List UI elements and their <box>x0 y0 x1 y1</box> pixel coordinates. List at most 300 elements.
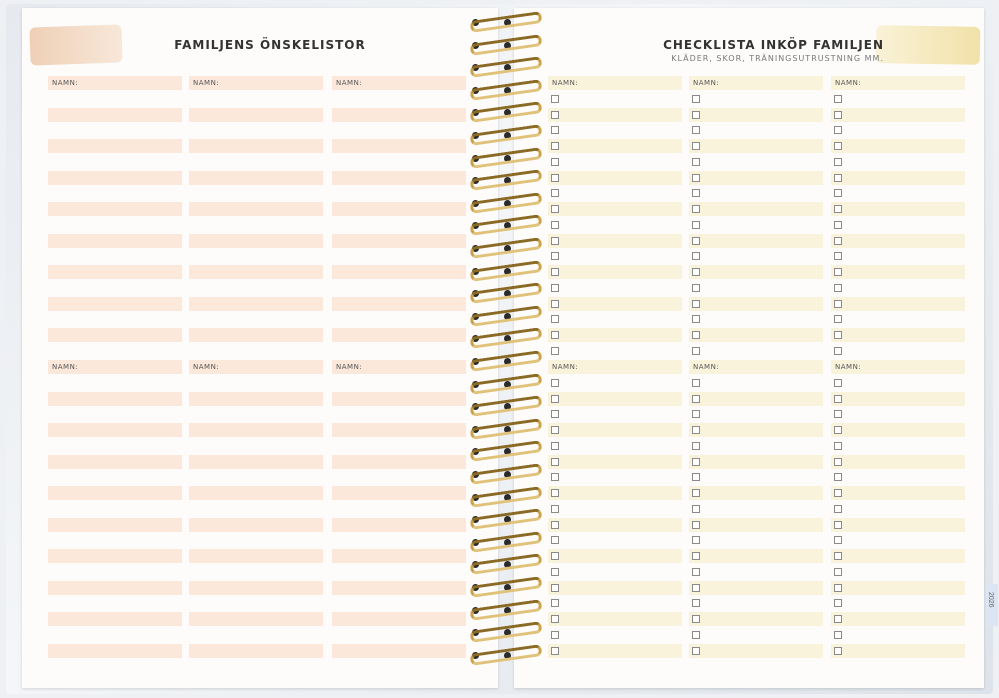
checklist-item[interactable] <box>548 123 682 137</box>
checkbox[interactable] <box>834 237 842 245</box>
checklist-item[interactable] <box>831 596 965 610</box>
checklist-item[interactable] <box>831 470 965 484</box>
checklist-item[interactable] <box>689 439 823 453</box>
spiral-ring <box>468 308 546 324</box>
checklist-item[interactable] <box>548 455 682 469</box>
checkbox[interactable] <box>834 205 842 213</box>
checkbox[interactable] <box>551 599 559 607</box>
right-page <box>514 8 984 688</box>
checkbox[interactable] <box>834 189 842 197</box>
wish-line[interactable] <box>48 297 182 311</box>
wish-line[interactable] <box>332 297 466 311</box>
checklist-item[interactable] <box>831 407 965 421</box>
wish-line[interactable] <box>189 108 323 122</box>
checklist-item[interactable] <box>831 155 965 169</box>
checklist-item[interactable] <box>548 407 682 421</box>
checklist-item[interactable] <box>548 186 682 200</box>
checklist-item[interactable] <box>548 533 682 547</box>
checkbox[interactable] <box>551 158 559 166</box>
name-row[interactable] <box>831 360 965 374</box>
checkbox[interactable] <box>834 552 842 560</box>
checkbox[interactable] <box>692 473 700 481</box>
wish-line[interactable] <box>48 644 182 658</box>
checkbox[interactable] <box>692 599 700 607</box>
checklist-item[interactable] <box>689 376 823 390</box>
ring-wire <box>470 147 543 169</box>
checklist-item[interactable] <box>831 249 965 263</box>
checkbox[interactable] <box>692 126 700 134</box>
checkbox[interactable] <box>692 568 700 576</box>
checkbox[interactable] <box>692 237 700 245</box>
checklist-item[interactable] <box>548 596 682 610</box>
wish-line[interactable] <box>48 518 182 532</box>
checklist-item[interactable] <box>548 486 682 500</box>
checklist-item[interactable] <box>689 281 823 295</box>
checkbox[interactable] <box>692 521 700 529</box>
wish-line[interactable] <box>48 171 182 185</box>
wish-line[interactable] <box>48 581 182 595</box>
checkbox[interactable] <box>551 237 559 245</box>
checklist-item[interactable] <box>831 92 965 106</box>
checklist-item[interactable] <box>689 234 823 248</box>
checkbox[interactable] <box>551 111 559 119</box>
checklist-item[interactable] <box>548 423 682 437</box>
checklist-item[interactable] <box>689 312 823 326</box>
checkbox[interactable] <box>692 489 700 497</box>
wish-line[interactable] <box>48 108 182 122</box>
checklist-item[interactable] <box>831 202 965 216</box>
checkbox[interactable] <box>692 395 700 403</box>
wish-line[interactable] <box>332 455 466 469</box>
wish-line[interactable] <box>48 328 182 342</box>
checklist-item[interactable] <box>831 218 965 232</box>
checklist-item[interactable] <box>689 202 823 216</box>
checkbox[interactable] <box>551 379 559 387</box>
checkbox[interactable] <box>551 347 559 355</box>
checkbox[interactable] <box>551 221 559 229</box>
spiral-ring <box>468 624 546 640</box>
checkbox[interactable] <box>551 552 559 560</box>
checkbox[interactable] <box>551 473 559 481</box>
wish-line[interactable] <box>332 202 466 216</box>
checkbox[interactable] <box>834 300 842 308</box>
checkbox[interactable] <box>692 458 700 466</box>
checkbox[interactable] <box>834 95 842 103</box>
ring-wire <box>470 260 543 282</box>
wish-line[interactable] <box>332 171 466 185</box>
checkbox[interactable] <box>551 584 559 592</box>
wish-line[interactable] <box>189 139 323 153</box>
checkbox[interactable] <box>551 536 559 544</box>
spiral-ring <box>468 511 546 527</box>
checkbox[interactable] <box>692 615 700 623</box>
checkbox[interactable] <box>834 521 842 529</box>
name-row[interactable] <box>332 76 466 90</box>
checklist-item[interactable] <box>689 249 823 263</box>
checklist-item[interactable] <box>548 234 682 248</box>
checklist-item[interactable] <box>689 423 823 437</box>
checklist-item[interactable] <box>689 344 823 358</box>
checklist-item[interactable] <box>831 502 965 516</box>
wish-line[interactable] <box>189 455 323 469</box>
name-row[interactable] <box>689 360 823 374</box>
name-row[interactable] <box>548 76 682 90</box>
checkbox[interactable] <box>834 221 842 229</box>
wish-line[interactable] <box>48 234 182 248</box>
wish-line[interactable] <box>189 202 323 216</box>
checkbox[interactable] <box>692 347 700 355</box>
checkbox[interactable] <box>692 505 700 513</box>
checklist-item[interactable] <box>548 297 682 311</box>
wish-line[interactable] <box>189 549 323 563</box>
checklist-item[interactable] <box>548 581 682 595</box>
checklist-item[interactable] <box>831 628 965 642</box>
checkbox[interactable] <box>834 315 842 323</box>
checkbox[interactable] <box>834 505 842 513</box>
checklist-item[interactable] <box>548 281 682 295</box>
checklist-item[interactable] <box>689 549 823 563</box>
checkbox[interactable] <box>692 111 700 119</box>
checklist-item[interactable] <box>689 612 823 626</box>
checklist-item[interactable] <box>548 218 682 232</box>
year-tab[interactable] <box>986 584 998 626</box>
checkbox[interactable] <box>692 331 700 339</box>
wish-line[interactable] <box>48 486 182 500</box>
spiral-binding <box>468 14 546 674</box>
checklist-item[interactable] <box>689 565 823 579</box>
checklist-item[interactable] <box>831 234 965 248</box>
checklist-item[interactable] <box>831 328 965 342</box>
name-row[interactable] <box>189 76 323 90</box>
checklist-item[interactable] <box>689 407 823 421</box>
checkbox[interactable] <box>551 205 559 213</box>
checklist-item[interactable] <box>689 628 823 642</box>
checklist-item[interactable] <box>831 581 965 595</box>
checkbox[interactable] <box>834 536 842 544</box>
checkbox[interactable] <box>834 458 842 466</box>
checklist-item[interactable] <box>831 265 965 279</box>
checkbox[interactable] <box>692 268 700 276</box>
checkbox[interactable] <box>834 489 842 497</box>
checkbox[interactable] <box>551 615 559 623</box>
checkbox[interactable] <box>551 174 559 182</box>
checklist-item[interactable] <box>689 123 823 137</box>
left-page-title: FAMILJENS ÖNSKELISTOR <box>174 38 366 52</box>
name-row[interactable] <box>189 360 323 374</box>
yellow-paint-swatch <box>876 25 981 65</box>
wish-line[interactable] <box>48 265 182 279</box>
wish-line[interactable] <box>189 581 323 595</box>
wish-line[interactable] <box>332 139 466 153</box>
name-label: NAMN: <box>835 363 862 371</box>
checkbox[interactable] <box>551 300 559 308</box>
wish-line[interactable] <box>189 644 323 658</box>
checklist-item[interactable] <box>831 392 965 406</box>
checklist-item[interactable] <box>831 312 965 326</box>
wish-line[interactable] <box>332 644 466 658</box>
wish-line[interactable] <box>189 423 323 437</box>
wish-line[interactable] <box>189 265 323 279</box>
name-label: NAMN: <box>336 363 363 371</box>
checkbox[interactable] <box>551 426 559 434</box>
checkbox[interactable] <box>551 489 559 497</box>
checklist-item[interactable] <box>548 518 682 532</box>
checkbox[interactable] <box>834 395 842 403</box>
checklist-item[interactable] <box>831 549 965 563</box>
checklist-item[interactable] <box>831 518 965 532</box>
wish-line[interactable] <box>189 612 323 626</box>
checkbox[interactable] <box>834 379 842 387</box>
wish-line[interactable] <box>48 392 182 406</box>
spiral-ring <box>468 59 546 75</box>
name-row[interactable] <box>689 76 823 90</box>
wish-line[interactable] <box>332 423 466 437</box>
checklist-item[interactable] <box>689 218 823 232</box>
wish-line[interactable] <box>48 202 182 216</box>
name-row[interactable] <box>548 360 682 374</box>
wish-line[interactable] <box>332 108 466 122</box>
checkbox[interactable] <box>692 410 700 418</box>
checklist-item[interactable] <box>689 581 823 595</box>
wish-line[interactable] <box>332 518 466 532</box>
checklist-item[interactable] <box>548 312 682 326</box>
checklist-item[interactable] <box>689 92 823 106</box>
name-label: NAMN: <box>193 363 220 371</box>
wish-line[interactable] <box>48 139 182 153</box>
checkbox[interactable] <box>834 347 842 355</box>
checklist-item[interactable] <box>689 392 823 406</box>
checklist-item[interactable] <box>831 186 965 200</box>
checkbox[interactable] <box>834 284 842 292</box>
ring-wire <box>470 531 543 553</box>
checklist-item[interactable] <box>689 470 823 484</box>
checkbox[interactable] <box>692 252 700 260</box>
name-label: NAMN: <box>52 363 79 371</box>
checkbox[interactable] <box>834 126 842 134</box>
checkbox[interactable] <box>692 631 700 639</box>
wish-line[interactable] <box>332 234 466 248</box>
wish-line[interactable] <box>48 423 182 437</box>
checklist-item[interactable] <box>831 139 965 153</box>
checklist-item[interactable] <box>548 92 682 106</box>
checkbox[interactable] <box>834 473 842 481</box>
checklist-item[interactable] <box>831 123 965 137</box>
checkbox[interactable] <box>834 174 842 182</box>
checklist-item[interactable] <box>831 565 965 579</box>
checkbox[interactable] <box>834 647 842 655</box>
wish-line[interactable] <box>332 581 466 595</box>
checkbox[interactable] <box>834 142 842 150</box>
wish-line[interactable] <box>189 392 323 406</box>
checkbox[interactable] <box>551 284 559 292</box>
spiral-ring <box>468 240 546 256</box>
checklist-item[interactable] <box>548 565 682 579</box>
checklist-item[interactable] <box>689 186 823 200</box>
wish-line[interactable] <box>332 549 466 563</box>
wish-line[interactable] <box>332 486 466 500</box>
checkbox[interactable] <box>551 521 559 529</box>
checklist-item[interactable] <box>831 533 965 547</box>
checklist-item[interactable] <box>831 171 965 185</box>
checkbox[interactable] <box>834 252 842 260</box>
checklist-item[interactable] <box>548 155 682 169</box>
wish-line[interactable] <box>332 612 466 626</box>
name-label: NAMN: <box>336 79 363 87</box>
checklist-item[interactable] <box>548 549 682 563</box>
checklist-item[interactable] <box>831 108 965 122</box>
checklist-item[interactable] <box>548 502 682 516</box>
checkbox[interactable] <box>692 536 700 544</box>
wish-line[interactable] <box>332 392 466 406</box>
wish-line[interactable] <box>189 297 323 311</box>
checkbox[interactable] <box>551 268 559 276</box>
checklist-item[interactable] <box>689 518 823 532</box>
checklist-item[interactable] <box>831 423 965 437</box>
checkbox[interactable] <box>692 142 700 150</box>
checkbox[interactable] <box>551 395 559 403</box>
checklist-item[interactable] <box>831 644 965 658</box>
wish-line[interactable] <box>189 518 323 532</box>
checklist-item[interactable] <box>689 108 823 122</box>
checkbox[interactable] <box>692 315 700 323</box>
checkbox[interactable] <box>551 331 559 339</box>
checkbox[interactable] <box>834 599 842 607</box>
wish-line[interactable] <box>48 455 182 469</box>
checklist-item[interactable] <box>548 265 682 279</box>
name-row[interactable] <box>48 76 182 90</box>
checklist-item[interactable] <box>831 297 965 311</box>
checklist-item[interactable] <box>548 644 682 658</box>
checkbox[interactable] <box>551 458 559 466</box>
checkbox[interactable] <box>551 631 559 639</box>
checklist-item[interactable] <box>831 455 965 469</box>
checklist-item[interactable] <box>689 297 823 311</box>
checklist-item[interactable] <box>548 202 682 216</box>
checklist-item[interactable] <box>689 265 823 279</box>
checklist-item[interactable] <box>689 328 823 342</box>
checklist-item[interactable] <box>548 392 682 406</box>
checklist-item[interactable] <box>831 281 965 295</box>
wish-line[interactable] <box>332 265 466 279</box>
checkbox[interactable] <box>692 426 700 434</box>
checklist-item[interactable] <box>831 612 965 626</box>
spiral-ring <box>468 466 546 482</box>
checklist-item[interactable] <box>831 376 965 390</box>
wish-line[interactable] <box>48 612 182 626</box>
checkbox[interactable] <box>834 426 842 434</box>
wish-line[interactable] <box>189 328 323 342</box>
checkbox[interactable] <box>692 205 700 213</box>
checkbox[interactable] <box>551 442 559 450</box>
checkbox[interactable] <box>692 174 700 182</box>
ring-wire <box>470 373 543 395</box>
checklist-item[interactable] <box>689 533 823 547</box>
checkbox[interactable] <box>692 584 700 592</box>
checkbox[interactable] <box>551 505 559 513</box>
checklist-item[interactable] <box>548 139 682 153</box>
spiral-ring <box>468 263 546 279</box>
checkbox[interactable] <box>551 252 559 260</box>
checkbox[interactable] <box>834 331 842 339</box>
checklist-item[interactable] <box>689 502 823 516</box>
wish-line[interactable] <box>332 328 466 342</box>
checkbox[interactable] <box>834 111 842 119</box>
name-label: NAMN: <box>693 363 720 371</box>
checklist-item[interactable] <box>689 455 823 469</box>
checklist-item[interactable] <box>548 470 682 484</box>
name-row[interactable] <box>332 360 466 374</box>
ring-wire <box>470 305 543 327</box>
ring-wire <box>470 327 543 349</box>
checkbox[interactable] <box>692 284 700 292</box>
checkbox[interactable] <box>834 410 842 418</box>
checklist-item[interactable] <box>831 486 965 500</box>
checklist-item[interactable] <box>548 439 682 453</box>
name-row[interactable] <box>48 360 182 374</box>
checkbox[interactable] <box>834 631 842 639</box>
checkbox[interactable] <box>834 158 842 166</box>
checklist-item[interactable] <box>689 486 823 500</box>
checklist-item[interactable] <box>831 344 965 358</box>
checkbox[interactable] <box>692 300 700 308</box>
checkbox[interactable] <box>551 126 559 134</box>
wish-line[interactable] <box>189 171 323 185</box>
checkbox[interactable] <box>551 142 559 150</box>
checklist-item[interactable] <box>548 249 682 263</box>
wish-line[interactable] <box>189 486 323 500</box>
checkbox[interactable] <box>834 568 842 576</box>
checkbox[interactable] <box>692 379 700 387</box>
checkbox[interactable] <box>551 647 559 655</box>
checklist-item[interactable] <box>548 612 682 626</box>
checkbox[interactable] <box>692 442 700 450</box>
checklist-item[interactable] <box>689 171 823 185</box>
checklist-item[interactable] <box>689 644 823 658</box>
spiral-ring <box>468 285 546 301</box>
checklist-item[interactable] <box>548 108 682 122</box>
checkbox[interactable] <box>834 584 842 592</box>
checklist-item[interactable] <box>689 596 823 610</box>
ring-wire <box>470 418 543 440</box>
checkbox[interactable] <box>551 95 559 103</box>
checklist-item[interactable] <box>831 439 965 453</box>
checkbox[interactable] <box>692 221 700 229</box>
checklist-item[interactable] <box>689 155 823 169</box>
checkbox[interactable] <box>551 189 559 197</box>
checkbox[interactable] <box>551 315 559 323</box>
checkbox[interactable] <box>834 442 842 450</box>
checklist-item[interactable] <box>689 139 823 153</box>
wish-line[interactable] <box>189 234 323 248</box>
wish-line[interactable] <box>48 549 182 563</box>
checkbox[interactable] <box>692 552 700 560</box>
checkbox[interactable] <box>692 189 700 197</box>
checkbox[interactable] <box>834 615 842 623</box>
checkbox[interactable] <box>551 568 559 576</box>
checklist-item[interactable] <box>548 171 682 185</box>
checkbox[interactable] <box>551 410 559 418</box>
checklist-item[interactable] <box>548 344 682 358</box>
ring-wire <box>470 486 543 508</box>
checklist-item[interactable] <box>548 376 682 390</box>
name-row[interactable] <box>831 76 965 90</box>
checklist-item[interactable] <box>548 628 682 642</box>
checkbox[interactable] <box>692 647 700 655</box>
checklist-item[interactable] <box>548 328 682 342</box>
checkbox[interactable] <box>834 268 842 276</box>
checkbox[interactable] <box>692 95 700 103</box>
checkbox[interactable] <box>692 158 700 166</box>
